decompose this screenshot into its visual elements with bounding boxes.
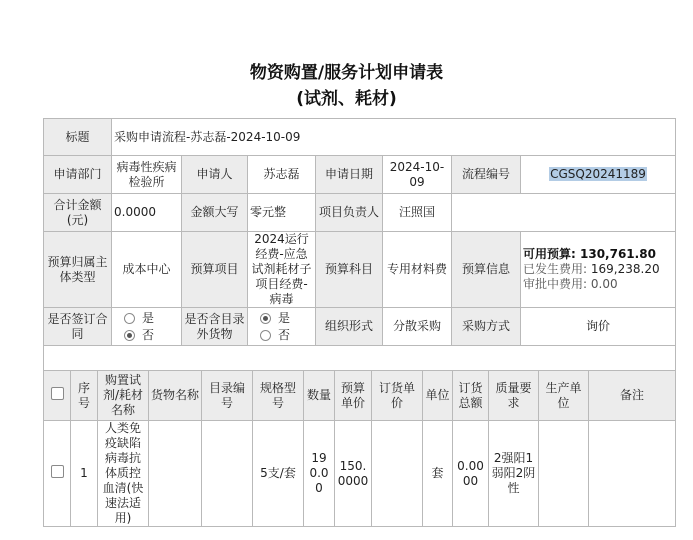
form-title: 物资购置/服务计划申请表 [249, 63, 444, 83]
header-cell: 规格型号 [253, 371, 304, 421]
budget-info [521, 232, 676, 308]
row-maker [539, 421, 589, 527]
budget-subject-label: 预算科目 [316, 232, 383, 308]
available-budget-label: 可用预算: [523, 247, 576, 261]
catalog-no-label: 否 [278, 327, 291, 342]
row-order-price [372, 421, 423, 527]
radio-unchecked-icon[interactable] [124, 313, 135, 324]
application-form-table [43, 118, 676, 378]
radio-unchecked-icon[interactable] [260, 330, 271, 341]
budget-item-value: 2024运行经费-应急试剂耗材子项目经费-病毒 [248, 232, 316, 308]
method-value: 询价 [521, 308, 676, 346]
title-value: 采购申请流程-苏志磊-2024-10-09 [112, 119, 676, 156]
row-budget-price: 150.0000 [335, 421, 372, 527]
header-cell: 订货单价 [372, 371, 423, 421]
budget-info-label: 预算信息 [452, 232, 521, 308]
header-cell: 单位 [423, 371, 453, 421]
flow-no-label: 流程编号 [452, 156, 521, 194]
budget-subject-value: 专用材料费 [383, 232, 452, 308]
applicant-label: 申请人 [182, 156, 248, 194]
header-cell: 生产单位 [539, 371, 589, 421]
catalog-no-option[interactable] [250, 327, 313, 344]
available-budget-value: 130,761.80 [580, 247, 656, 261]
pm-label: 项目负责人 [316, 194, 383, 232]
header-cell: 数量 [304, 371, 335, 421]
owner-type-value: 成本中心 [112, 232, 182, 308]
row-name: 人类免疫缺陷病毒抗体质控血清(快速法适用) [98, 421, 149, 527]
header-cell: 货物名称 [149, 371, 202, 421]
table-row[interactable] [44, 421, 676, 527]
row-note [589, 421, 676, 527]
row-no: 1 [71, 421, 98, 527]
date-value: 2024-10-09 [383, 156, 452, 194]
applicant-value: 苏志磊 [248, 156, 316, 194]
org-form-value: 分散采购 [383, 308, 452, 346]
pending-label: 审批中费用: [523, 277, 588, 291]
header-cell: 订货总额 [453, 371, 489, 421]
pm-value: 汪照国 [383, 194, 452, 232]
contract-yes-label: 是 [142, 310, 155, 325]
dept-value: 病毒性疾病检验所 [112, 156, 182, 194]
upper-amount-label: 金额大写 [182, 194, 248, 232]
catalog-label: 是否含目录外货物 [182, 308, 248, 346]
contract-label: 是否签订合同 [44, 308, 112, 346]
contract-radio-group [112, 308, 182, 346]
radio-checked-icon[interactable] [260, 313, 271, 324]
flow-no-value[interactable]: CGSQ20241189 [550, 167, 646, 181]
header-cell: 序号 [71, 371, 98, 421]
row-checkbox[interactable] [51, 465, 64, 478]
date-label: 申请日期 [316, 156, 383, 194]
contract-no-option[interactable] [114, 327, 179, 344]
budget-item-label: 预算项目 [182, 232, 248, 308]
row-goods [149, 421, 202, 527]
spent-value: 169,238.20 [590, 262, 660, 276]
row-qty: 190.00 [304, 421, 335, 527]
row-catalog [202, 421, 253, 527]
select-all-checkbox[interactable] [51, 387, 64, 400]
header-cell: 购置试剂/耗材名称 [98, 371, 149, 421]
header-cell: 质量要求 [489, 371, 539, 421]
select-all-cell [44, 371, 71, 421]
items-table [43, 370, 676, 527]
title-label: 标题 [44, 119, 112, 156]
radio-checked-icon[interactable] [124, 330, 135, 341]
header-cell: 备注 [589, 371, 676, 421]
contract-no-label: 否 [142, 327, 155, 342]
owner-type-label: 预算归属主体类型 [44, 232, 112, 308]
header-cell: 预算单价 [335, 371, 372, 421]
contract-yes-option[interactable] [114, 310, 179, 327]
row-unit: 套 [423, 421, 453, 527]
method-label: 采购方式 [452, 308, 521, 346]
form-subtitle: (试剂、耗材) [296, 89, 397, 109]
catalog-yes-label: 是 [278, 310, 291, 325]
org-form-label: 组织形式 [316, 308, 383, 346]
row-spec: 5支/套 [253, 421, 304, 527]
row-quality: 2强阳1弱阳2阴性 [489, 421, 539, 527]
catalog-yes-option[interactable] [250, 310, 313, 327]
header-cell: 目录编号 [202, 371, 253, 421]
empty-cell [452, 194, 676, 232]
row-select-cell [44, 421, 71, 527]
pending-value: 0.00 [590, 277, 618, 291]
total-value: 0.0000 [112, 194, 182, 232]
dept-label: 申请部门 [44, 156, 112, 194]
total-label: 合计金额(元) [44, 194, 112, 232]
row-order-total: 0.0000 [453, 421, 489, 527]
upper-amount-value: 零元整 [248, 194, 316, 232]
catalog-radio-group [248, 308, 316, 346]
spent-label: 已发生费用: [523, 262, 588, 276]
